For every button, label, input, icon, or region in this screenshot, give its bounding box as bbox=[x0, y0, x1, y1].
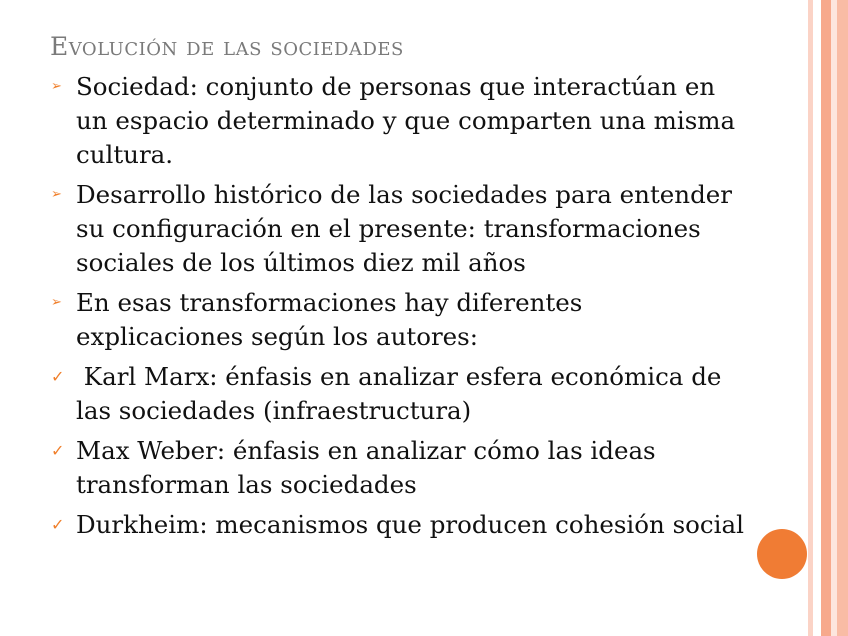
arrow-bullet-icon: ➢ bbox=[51, 79, 62, 94]
list-item bbox=[50, 286, 750, 354]
list-item-text: Durkheim: mecanismos que producen cohesión social bbox=[76, 510, 744, 539]
decorative-stripe bbox=[821, 0, 831, 636]
list-item-text: Desarrollo histórico de las sociedades para entender su configuración en el presente: transformaciones sociales de los últimos diez mil años bbox=[76, 180, 732, 277]
slide-title: Evolución de las sociedades bbox=[50, 32, 404, 61]
decorative-stripe bbox=[837, 0, 848, 636]
list-item bbox=[50, 178, 750, 280]
list-item-text: Karl Marx: énfasis en analizar esfera económica de las sociedades (infraestructura) bbox=[76, 362, 730, 425]
list-item-text: En esas transformaciones hay diferentes explicaciones según los autores: bbox=[76, 288, 583, 351]
list-item bbox=[50, 70, 750, 172]
decorative-circle bbox=[757, 529, 807, 579]
check-bullet-icon: ✓ bbox=[51, 441, 65, 460]
list-item bbox=[50, 434, 750, 502]
list-item-text: Sociedad: conjunto de personas que interactúan en un espacio determinado y que comparten una misma cultura. bbox=[76, 72, 736, 169]
bullet-list bbox=[50, 70, 750, 548]
check-bullet-icon: ✓ bbox=[51, 367, 65, 386]
list-item bbox=[50, 360, 750, 428]
decorative-stripe bbox=[813, 0, 821, 636]
check-bullet-icon: ✓ bbox=[51, 515, 65, 534]
list-item-text: Max Weber: énfasis en analizar cómo las ideas transforman las sociedades bbox=[76, 436, 656, 499]
arrow-bullet-icon: ➢ bbox=[51, 187, 62, 202]
list-item bbox=[50, 508, 750, 542]
arrow-bullet-icon: ➢ bbox=[51, 295, 62, 310]
